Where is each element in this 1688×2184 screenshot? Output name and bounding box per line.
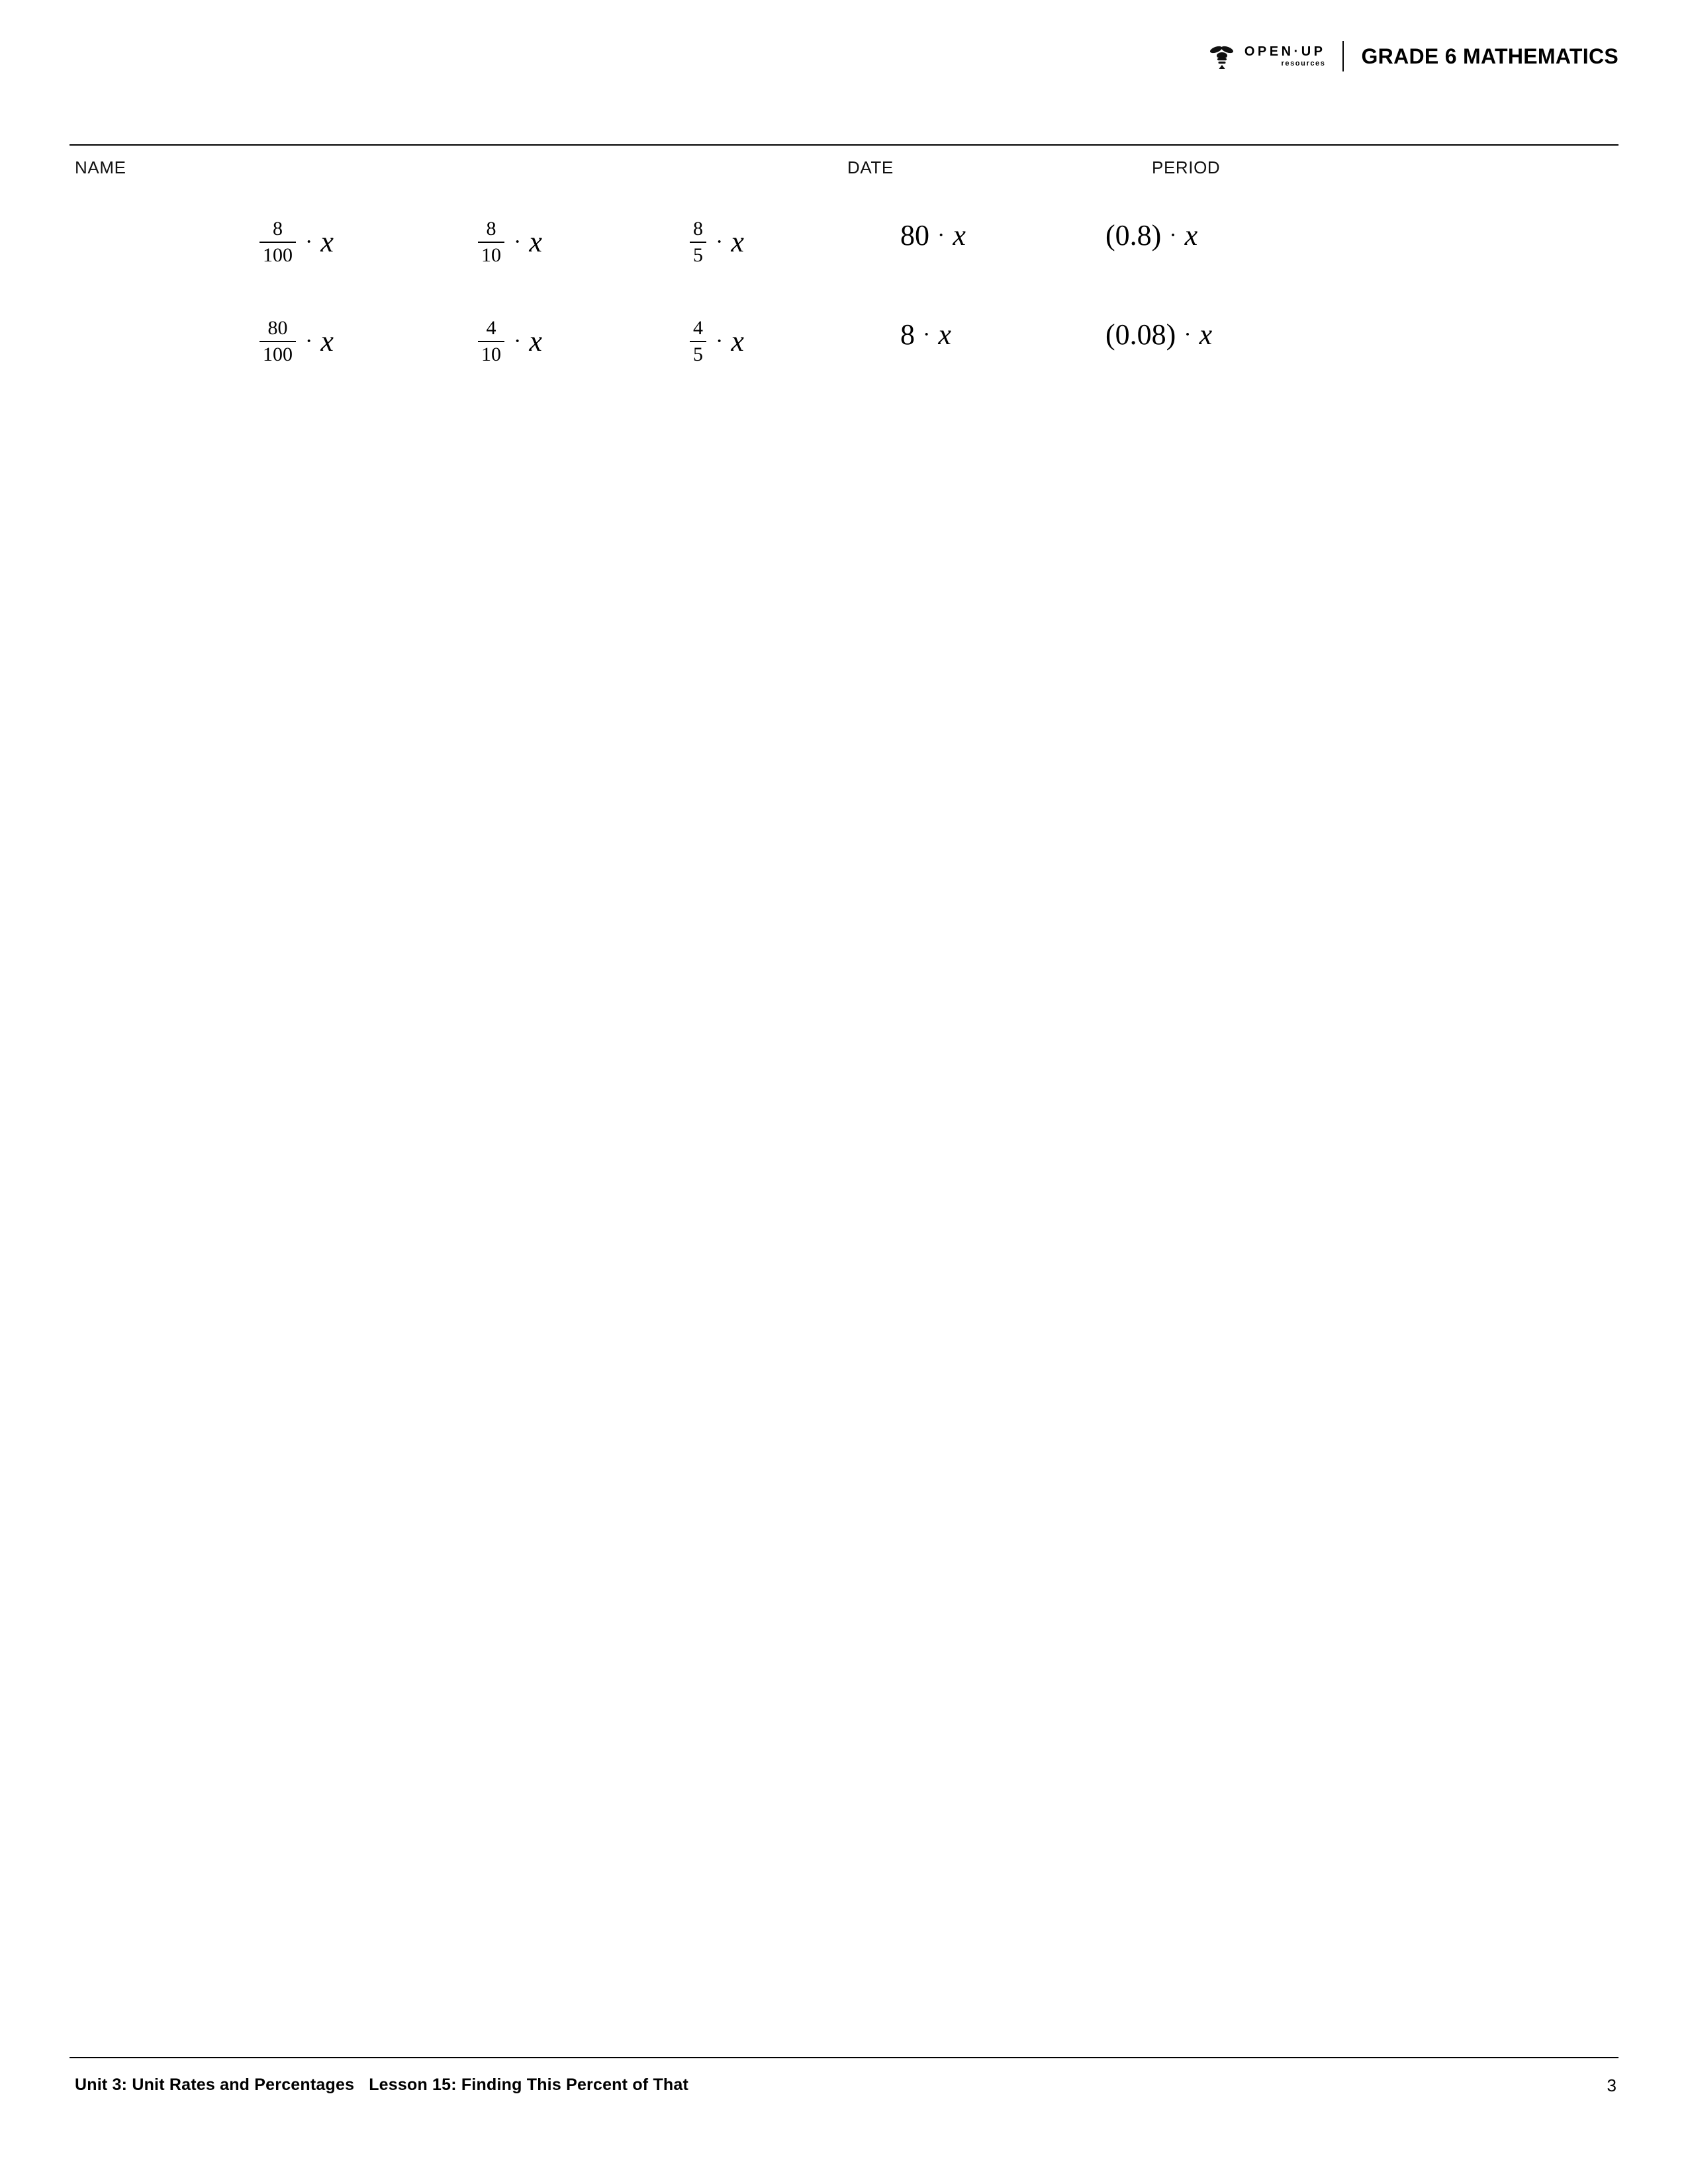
expression-item [900,218,966,252]
number-value: 8 [900,318,915,351]
fraction-bar [478,242,504,243]
period-field-label: PERIOD [1152,158,1221,177]
fraction-bar [259,341,296,342]
multiplication-dot: · [514,328,522,353]
expression-item [1105,318,1212,351]
multiplication-dot: · [923,322,931,347]
footer-lesson-title: Lesson 15: Finding This Percent of That [369,2075,689,2094]
header-divider [1342,41,1344,71]
fraction-numerator: 4 [486,317,496,339]
fraction-bar [259,242,296,243]
expression-item [688,318,744,365]
footer-unit-title: Unit 3: Unit Rates and Percentages [75,2075,355,2094]
multiplication-dot: · [937,222,945,248]
fraction-denominator: 10 [481,343,501,365]
variable: x [731,325,744,357]
expression-item [1105,218,1197,252]
fraction [690,318,706,365]
fraction [690,218,706,265]
variable: x [938,318,951,351]
multiplication-dot: · [716,328,724,353]
fraction [259,318,296,365]
multiplication-dot: · [716,229,724,254]
fraction-denominator: 100 [263,244,293,266]
page-header [0,26,1688,99]
fraction [259,218,296,265]
variable: x [529,226,542,258]
variable: x [1184,219,1198,251]
fraction-bar [690,242,706,243]
fraction-numerator: 8 [273,218,283,240]
footer-caption [75,2075,688,2095]
fraction-bar [478,341,504,342]
variable: x [1199,318,1213,351]
multiplication-dot: · [305,328,313,353]
fraction-denominator: 5 [693,343,703,365]
footer-rule [70,2057,1618,2058]
expression-item [900,318,951,351]
multiplication-dot: · [1169,222,1177,248]
logo-main-text: OPEN·UP [1244,44,1326,59]
expression-item [477,318,542,365]
multiplication-dot: · [305,229,313,254]
date-field-label: DATE [847,158,894,177]
expression-item [477,218,542,265]
variable: x [953,219,966,251]
variable: x [529,325,542,357]
fraction-denominator: 100 [263,343,293,365]
header-rule [70,144,1618,146]
fraction-bar [690,341,706,342]
open-up-resources-logo [1207,43,1343,69]
expression-list [0,218,1688,417]
logo-sub-text: resources [1281,60,1326,68]
grade-title: GRADE 6 MATHEMATICS [1361,44,1618,68]
name-field-label: NAME [75,158,126,177]
page-number: 3 [1607,2075,1617,2095]
fraction-denominator: 10 [481,244,501,266]
bee-icon [1207,43,1238,69]
fraction-numerator: 4 [693,317,703,339]
multiplication-dot: · [514,229,522,254]
variable: x [731,226,744,258]
fraction-denominator: 5 [693,244,703,266]
expression-item [258,318,334,365]
number-value: (0.08) [1105,318,1176,351]
header-brand-row [1207,41,1618,71]
variable: x [320,325,334,357]
fraction-numerator: 8 [693,218,703,240]
expression-item [688,218,744,265]
expression-row-2 [0,318,1688,417]
variable: x [320,226,334,258]
multiplication-dot: · [1184,322,1192,347]
number-value: (0.8) [1105,219,1162,251]
student-info-row [0,158,1688,184]
expression-row-1 [0,218,1688,318]
fraction [478,218,504,265]
number-value: 80 [900,219,929,251]
fraction [478,318,504,365]
fraction-numerator: 80 [267,317,288,339]
fraction-numerator: 8 [486,218,496,240]
logo-wordmark [1244,45,1326,68]
expression-item [258,218,334,265]
